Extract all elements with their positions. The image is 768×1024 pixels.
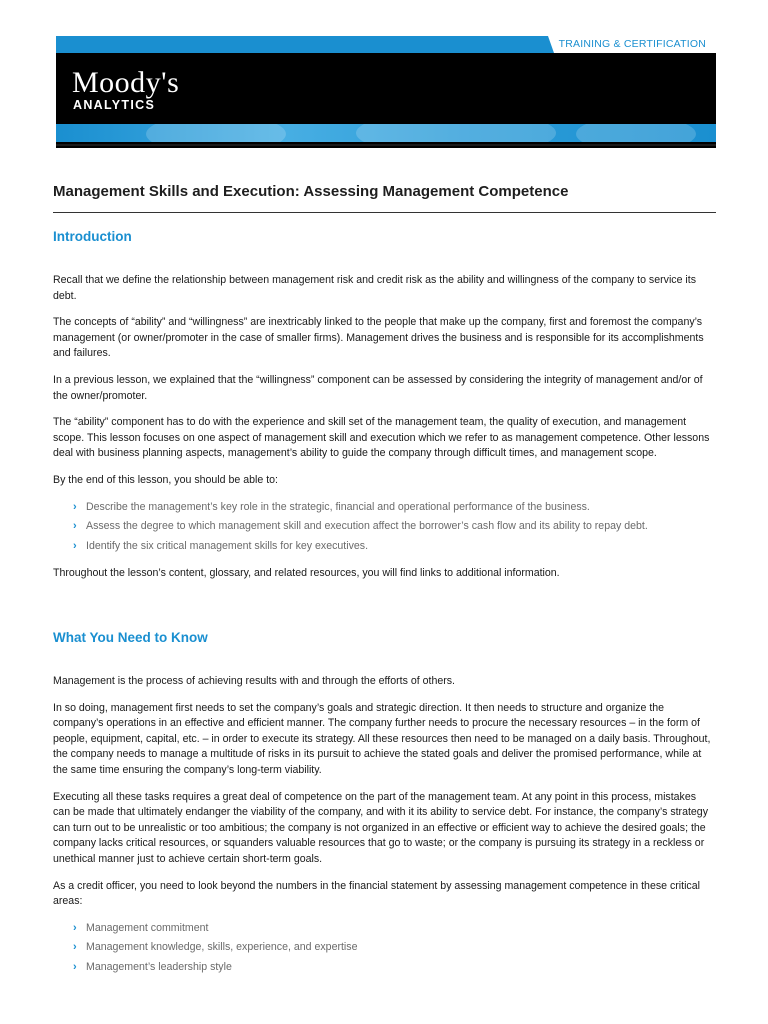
chevron-right-icon: › bbox=[73, 921, 77, 934]
paragraph: As a credit officer, you need to look beyond the numbers in the financial statement by assessing management competence in these critical areas: bbox=[53, 879, 700, 908]
list-item: › Describe the management’s key role in the strategic, financial and operational performance of the business. bbox=[73, 500, 716, 516]
banner-rule bbox=[56, 144, 716, 146]
chevron-right-icon: › bbox=[73, 520, 77, 533]
title-divider bbox=[53, 212, 716, 213]
introduction-section bbox=[53, 273, 716, 593]
need-to-know-section bbox=[53, 674, 716, 988]
paragraph: In so doing, management first needs to set the company’s goals and strategic direction. It then needs to structure and organize the company’s operations in an effective and efficient manner. The company further needs to procure the necessary resources – in the form of people, equipment, capital, etc. – in order to execute its strategy. All these resources then need to be managed on a daily basis. Throughout, the company needs to manage a multitude of risks in its pursuit to achieve the stated goals and deliver the promised performance, while at the same time ensuring the company’s long-term viability. bbox=[53, 701, 711, 776]
paragraph: Management is the process of achieving results with and through the efforts of others. bbox=[53, 675, 456, 687]
paragraph: By the end of this lesson, you should be able to: bbox=[53, 473, 278, 486]
list-item: › Management commitment bbox=[73, 921, 716, 937]
analytics-logo-text: ANALYTICS bbox=[73, 98, 156, 112]
chevron-right-icon: › bbox=[73, 941, 77, 954]
header-banner bbox=[56, 36, 716, 148]
list-item: › Identify the six critical management skills for key executives. bbox=[73, 539, 716, 555]
paragraph: Throughout the lesson’s content, glossary, and related resources, you will find links to additional information. bbox=[53, 567, 560, 580]
moodys-logo: Moody's bbox=[72, 66, 180, 99]
introduction-heading: Introduction bbox=[53, 229, 132, 244]
list-item: › Management knowledge, skills, experience, and expertise bbox=[73, 940, 716, 956]
banner-bottom-stripe bbox=[56, 124, 716, 142]
critical-areas-list bbox=[73, 921, 716, 976]
objectives-list bbox=[73, 500, 716, 555]
training-certification-label: TRAINING & CERTIFICATION bbox=[558, 38, 706, 50]
need-to-know-heading: What You Need to Know bbox=[53, 630, 208, 645]
paragraph: The concepts of “ability” and “willingness” are inextricably linked to the people that make up the company, first and foremost the company’s management (or owner/promoter in the case of smaller firms). Management drives the business and is responsible for its accomplishments and failures. bbox=[53, 316, 704, 360]
list-item: › Assess the degree to which management skill and execution affect the borrower’s cash flow and its ability to repay debt. bbox=[73, 519, 716, 535]
chevron-right-icon: › bbox=[73, 500, 77, 513]
page-title: Management Skills and Execution: Assessing Management Competence bbox=[53, 183, 569, 200]
list-item: › Management’s leadership style bbox=[73, 960, 716, 976]
chevron-right-icon: › bbox=[73, 960, 77, 973]
chevron-right-icon: › bbox=[73, 539, 77, 552]
paragraph: The “ability” component has to do with the experience and skill set of the management team, the quality of execution, and management scope. This lesson focuses on one aspect of management skill and execution which we refer to as management competence. Other lessons deal with business planning aspects, management’s ability to guide the company through difficult times, and management scope. bbox=[53, 416, 710, 460]
paragraph: Executing all these tasks requires a great deal of competence on the part of the management team. At any point in this process, mistakes can be made that ultimately endanger the viability of the company, and with it its ability to service debt. For instance, the company’s strategy can turn out to be unrealistic or too ambitious; the company is not organized in an effective or efficient way to achieve the desired goals; the company lacks critical resources, or squanders valuable resources that go to waste; or the company is pursuing its strategy in a reckless or unethical manner just to achieve certain short-term goals. bbox=[53, 790, 708, 865]
paragraph: Recall that we define the relationship between management risk and credit risk as the ability and willingness of the company to service its debt. bbox=[53, 274, 697, 302]
paragraph: In a previous lesson, we explained that the “willingness” component can be assessed by considering the integrity of management and/or of the owner/promoter. bbox=[53, 373, 703, 402]
